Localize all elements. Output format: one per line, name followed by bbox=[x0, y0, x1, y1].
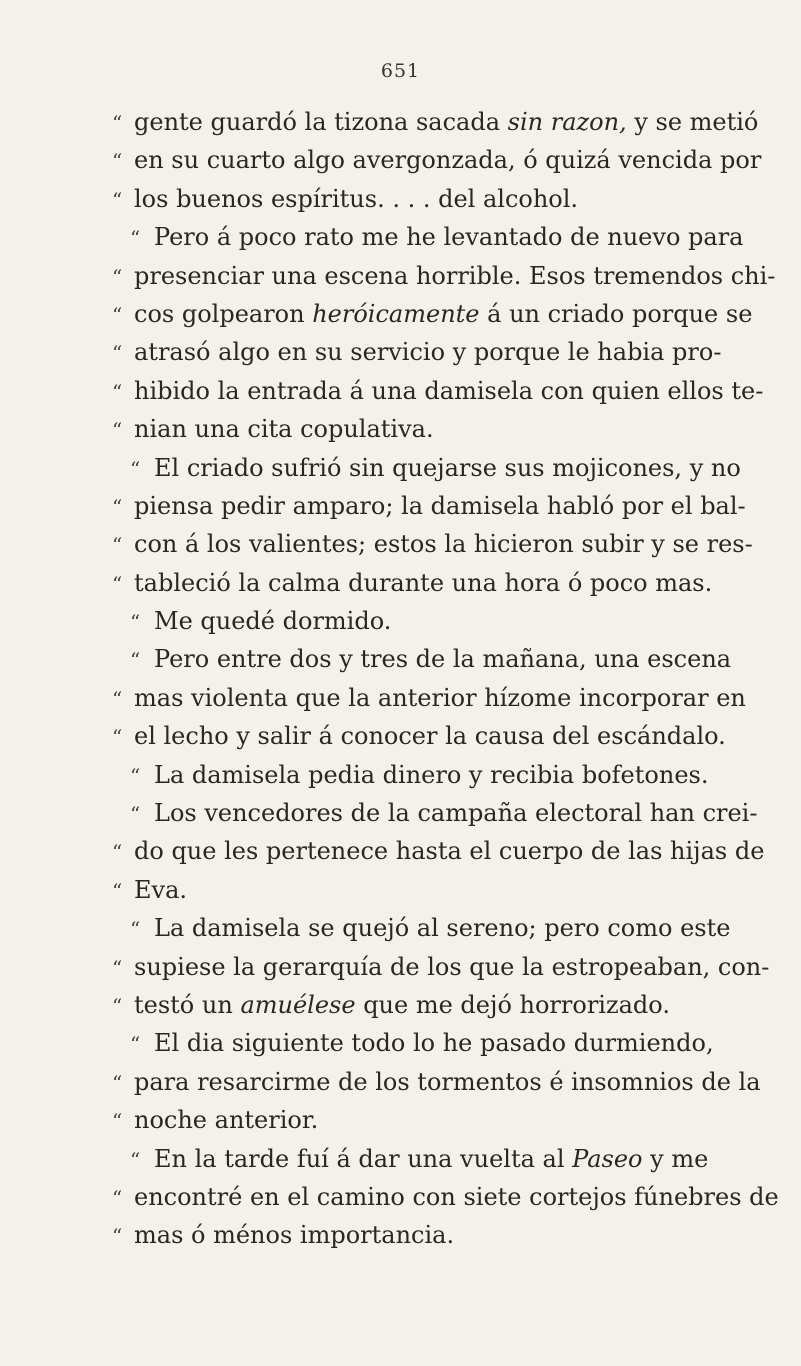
line-text: nian una cita copulativa. bbox=[134, 415, 434, 444]
text-line bbox=[112, 1063, 761, 1101]
line-text: mas ó ménos importancia. bbox=[134, 1221, 455, 1250]
text-line bbox=[112, 1178, 779, 1216]
text-line bbox=[112, 1101, 692, 1139]
text-line bbox=[112, 948, 770, 986]
quote-mark: “ bbox=[130, 917, 141, 942]
text-line bbox=[112, 295, 753, 333]
quote-mark: “ bbox=[112, 149, 123, 174]
text-line bbox=[112, 794, 758, 832]
line-text: atrasó algo en su servicio y porque le habia pro- bbox=[134, 338, 722, 367]
text-line bbox=[112, 564, 713, 602]
line-text: En la tarde fuí á dar una vuelta al bbox=[154, 1144, 573, 1173]
quote-mark: “ bbox=[112, 878, 123, 903]
line-text: para resarcirme de los tormentos é insomnios de la bbox=[134, 1067, 761, 1096]
quote-mark: “ bbox=[130, 802, 141, 827]
text-line bbox=[112, 257, 776, 295]
quote-mark: “ bbox=[112, 840, 123, 865]
line-text: Pero entre dos y tres de la mañana, una escena bbox=[154, 645, 732, 674]
line-text: el lecho y salir á conocer la causa del escándalo. bbox=[134, 722, 726, 751]
italic-text: heróicamente bbox=[312, 299, 480, 328]
line-text: supiese la gerarquía de los que la estropeaban, con- bbox=[134, 952, 770, 981]
line-text: noche anterior. bbox=[134, 1106, 319, 1135]
text-line bbox=[112, 333, 722, 371]
quote-mark: “ bbox=[130, 1032, 141, 1057]
italic-text: Paseo bbox=[572, 1144, 643, 1173]
line-text: los buenos espíritus. . . . del alcohol. bbox=[134, 184, 579, 213]
line-text: gente guardó la tizona sacada bbox=[134, 108, 508, 136]
line-text: Pero á poco rato me he levantado de nuevo para bbox=[154, 223, 744, 252]
quote-mark: “ bbox=[112, 1224, 123, 1249]
page-number: 651 bbox=[380, 60, 421, 82]
line-text: testó un bbox=[134, 990, 241, 1019]
line-text: Eva. bbox=[134, 875, 188, 904]
quote-mark: “ bbox=[112, 264, 123, 289]
line-text: Los vencedores de la campaña electoral han crei- bbox=[154, 799, 758, 828]
quote-mark: “ bbox=[112, 993, 123, 1018]
text-line bbox=[112, 871, 692, 909]
line-text: La damisela pedia dinero y recibia bofetones. bbox=[154, 760, 709, 789]
text-line bbox=[112, 756, 709, 794]
text-line bbox=[112, 218, 744, 256]
quote-mark: “ bbox=[112, 111, 123, 135]
text-line bbox=[112, 449, 741, 487]
line-text: con á los valientes; estos la hicieron subir y se res- bbox=[134, 530, 753, 559]
quote-mark: “ bbox=[130, 456, 141, 481]
line-text-continued: que me dejó horrorizado. bbox=[355, 990, 670, 1019]
line-text-continued: á un criado porque se bbox=[479, 299, 753, 328]
line-text: en su cuarto algo avergonzada, ó quizá vencida por bbox=[134, 146, 762, 175]
text-line bbox=[112, 640, 732, 678]
text-line bbox=[112, 487, 746, 525]
line-text-continued: y me bbox=[642, 1144, 709, 1173]
line-text: presenciar una escena horrible. Esos tremendos chi- bbox=[134, 261, 776, 290]
quote-mark: “ bbox=[112, 341, 123, 366]
text-line bbox=[112, 909, 731, 947]
line-text-continued: y se metió bbox=[626, 108, 759, 136]
text-line bbox=[112, 679, 746, 717]
quote-mark: “ bbox=[130, 226, 141, 251]
quote-mark: “ bbox=[112, 533, 123, 558]
text-line bbox=[112, 103, 759, 141]
quote-mark: “ bbox=[112, 725, 123, 750]
quote-mark: “ bbox=[130, 648, 141, 673]
line-text: hibido la entrada á una damisela con quien ellos te- bbox=[134, 376, 764, 405]
text-line bbox=[112, 410, 692, 448]
italic-text: sin razon, bbox=[507, 108, 627, 136]
quote-mark: “ bbox=[112, 955, 123, 980]
text-line bbox=[112, 525, 753, 563]
quote-mark: “ bbox=[112, 379, 123, 404]
body-text bbox=[112, 103, 779, 1255]
text-line bbox=[112, 1024, 714, 1062]
quote-mark: “ bbox=[130, 1147, 141, 1172]
quote-mark: “ bbox=[112, 571, 123, 596]
line-text: El dia siguiente todo lo he pasado durmiendo, bbox=[154, 1029, 714, 1058]
quote-mark: “ bbox=[112, 418, 123, 443]
text-line bbox=[112, 1140, 709, 1178]
quote-mark: “ bbox=[112, 1070, 123, 1095]
quote-mark: “ bbox=[112, 686, 123, 711]
text-line bbox=[112, 180, 692, 218]
line-text: mas violenta que la anterior hízome incorporar en bbox=[134, 683, 746, 712]
text-line bbox=[112, 717, 726, 755]
quote-mark: “ bbox=[112, 1185, 123, 1210]
line-text: Me quedé dormido. bbox=[154, 607, 392, 636]
line-text: encontré en el camino con siete cortejos fúnebres de bbox=[134, 1182, 779, 1211]
line-text: La damisela se quejó al sereno; pero como este bbox=[154, 914, 731, 943]
quote-mark: “ bbox=[130, 610, 141, 635]
italic-text: amuélese bbox=[240, 990, 356, 1019]
quote-mark: “ bbox=[112, 187, 123, 212]
quote-mark: “ bbox=[130, 763, 141, 788]
text-line bbox=[112, 986, 692, 1024]
text-line bbox=[112, 372, 764, 410]
text-line bbox=[112, 1216, 692, 1254]
text-line bbox=[112, 832, 765, 870]
text-line bbox=[112, 602, 692, 640]
text-line bbox=[112, 141, 762, 179]
quote-mark: “ bbox=[112, 1109, 123, 1134]
quote-mark: “ bbox=[112, 494, 123, 519]
line-text: piensa pedir amparo; la damisela habló por el bal- bbox=[134, 491, 746, 520]
line-text: do que les pertenece hasta el cuerpo de las hijas de bbox=[134, 837, 765, 866]
line-text: cos golpearon bbox=[134, 299, 313, 328]
line-text: El criado sufrió sin quejarse sus mojicones, y no bbox=[154, 453, 741, 482]
line-text: tableció la calma durante una hora ó poco mas. bbox=[134, 568, 713, 597]
quote-mark: “ bbox=[112, 302, 123, 327]
